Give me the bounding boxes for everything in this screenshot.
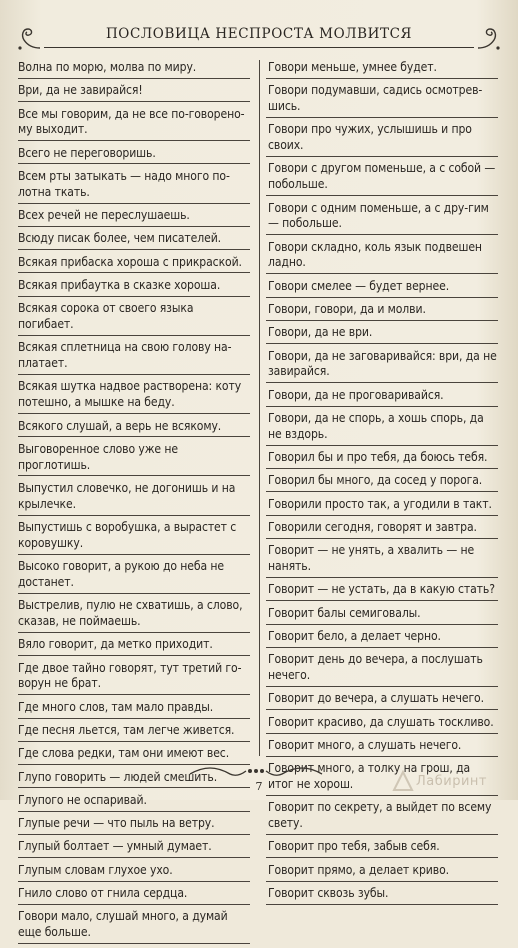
watermark-text: Лабиринт	[416, 774, 487, 789]
proverb-entry: Всякая прибаска хороша с прикраской.	[18, 255, 250, 274]
proverb-entry: Говорит много, а толку на грош, да итог не хорош.	[266, 761, 498, 796]
proverb-entry: Высоко говорит, а рукою до неба не достанет.	[18, 559, 250, 594]
proverb-entry: Говорит до вечера, а слушать нечего.	[266, 691, 498, 710]
watermark	[392, 768, 512, 796]
proverb-entry: Говори подумавши, садись осмотрев-шись.	[266, 83, 498, 118]
proverb-entry: Всякая шутка надвое растворена: коту потешно, а мышке на беду.	[18, 379, 250, 414]
proverb-entry: Говори меньше, умнее будет.	[266, 60, 498, 79]
left-column	[18, 60, 250, 948]
proverb-entry: Говори, да не ври.	[266, 325, 498, 344]
proverb-entry: Вяло говорит, да метко приходит.	[18, 637, 250, 656]
proverb-entry: Говорил бы и про тебя, да боюсь тебя.	[266, 450, 498, 469]
proverb-entry: Говорит сквозь зубы.	[266, 886, 498, 905]
proverb-entry: Говорит про тебя, забыв себя.	[266, 839, 498, 858]
proverb-entry: Всякая сплетница на свою голову на-платает.	[18, 340, 250, 375]
proverb-entry: Говори, да не проговаривайся.	[266, 388, 498, 407]
page-header-title: ПОСЛОВИЦА НЕСПРОСТА МОЛВИТСЯ	[105, 26, 413, 42]
proverb-entry: Говорит по секрету, а выйдет по всему свету.	[266, 800, 498, 835]
proverb-entry: Глупые речи — что пыль на ветру.	[18, 816, 250, 835]
proverb-entry: Говорит много, а слушать нечего.	[266, 738, 498, 757]
proverb-entry: Всех речей не переслушаешь.	[18, 208, 250, 227]
proverb-entry: Говори с другом поменьше, а с собой — побольше.	[266, 161, 498, 196]
proverb-entry: Говори, да не спорь, а хошь спорь, да не вздорь.	[266, 411, 498, 446]
proverb-entry: Всюду писак более, чем писателей.	[18, 231, 250, 250]
proverb-entry: Говорит — не устать, да в какую стать?	[266, 582, 498, 601]
proverb-entry: Глупо говорить — людей смешить.	[18, 770, 250, 789]
proverb-entry: Говори, да не заговаривайся: ври, да не завирайся.	[266, 349, 498, 384]
proverb-entry: Где много слов, там мало правды.	[18, 700, 250, 719]
column-divider	[259, 60, 260, 756]
proverb-entry: Глупого не оспаривай.	[18, 793, 250, 812]
proverb-entry: Где двое тайно говорят, тут третий го-ворун не брат.	[18, 661, 250, 696]
proverb-entry: Говори смелее — будет вернее.	[266, 279, 498, 298]
watermark-logo-icon	[392, 770, 414, 794]
proverb-entry: Говорит — не унять, а хвалить — не нанять.	[266, 543, 498, 578]
proverb-entry: Волна по морю, молва по миру.	[18, 60, 250, 79]
header-rule	[44, 47, 474, 48]
proverb-entry: Говорит прямо, а делает криво.	[266, 863, 498, 882]
proverb-entry: Всякого слушай, а верь не всякому.	[18, 419, 250, 438]
proverb-entry: Всякая сорока от своего языка погибает.	[18, 301, 250, 336]
proverb-entry: Где песня льется, там легче живется.	[18, 723, 250, 742]
proverb-entry: Выпустишь с воробушка, а вырастет с коровушку.	[18, 520, 250, 555]
proverb-entry: Говори с одним поменьше, а с дру-гим — побольше.	[266, 201, 498, 236]
proverb-entry: Где слова редки, там они имеют вес.	[18, 746, 250, 765]
proverb-entry: Всем рты затыкать — надо много по-лотна ткать.	[18, 169, 250, 204]
proverb-entry: Всего не переговоришь.	[18, 146, 250, 165]
proverb-entry: Выстрелив, пулю не схватишь, а слово, сказав, не поймаешь.	[18, 598, 250, 633]
proverb-entry: Говорил бы много, да сосед у порога.	[266, 473, 498, 492]
proverb-entry: Говорит красиво, да слушать тоскливо.	[266, 715, 498, 734]
proverb-entry: Всякая прибаутка в сказке хороша.	[18, 278, 250, 297]
proverb-entry: Выпустил словечко, не догонишь и на крылечке.	[18, 481, 250, 516]
proverb-entry: Глупым словам глухое ухо.	[18, 863, 250, 882]
proverb-entry: Говори, говори, да и молви.	[266, 302, 498, 321]
running-header	[14, 22, 504, 54]
proverb-entry: Говорили сегодня, говорят и завтра.	[266, 520, 498, 539]
proverb-entry: Глупый болтает — умный думает.	[18, 839, 250, 858]
proverb-entry: Ври, да не завирайся!	[18, 83, 250, 102]
proverb-entry: Говорили просто так, а угодили в такт.	[266, 497, 498, 516]
proverb-entry: Говорит балы семиговалы.	[266, 606, 498, 625]
proverb-entry: Все мы говорим, да не все по-говорено-му выходит.	[18, 107, 250, 142]
proverb-entry: Гнило слово от гнила сердца.	[18, 886, 250, 905]
flourish-ornament-right	[474, 24, 504, 54]
proverb-entry: Говорит день до вечера, а послушать нечего.	[266, 652, 498, 687]
proverb-entry: Говори складно, коль язык подвешен ладно.	[266, 240, 498, 275]
proverb-entry: Говори про чужих, услышишь и про своих.	[266, 122, 498, 157]
proverb-entry: Выговоренное слово уже не проглотишь.	[18, 442, 250, 477]
proverb-entry: Говори мало, слушай много, а думай еще больше.	[18, 909, 250, 944]
page-number: 7	[255, 780, 263, 793]
proverb-entry: Говорит бело, а делает черно.	[266, 629, 498, 648]
